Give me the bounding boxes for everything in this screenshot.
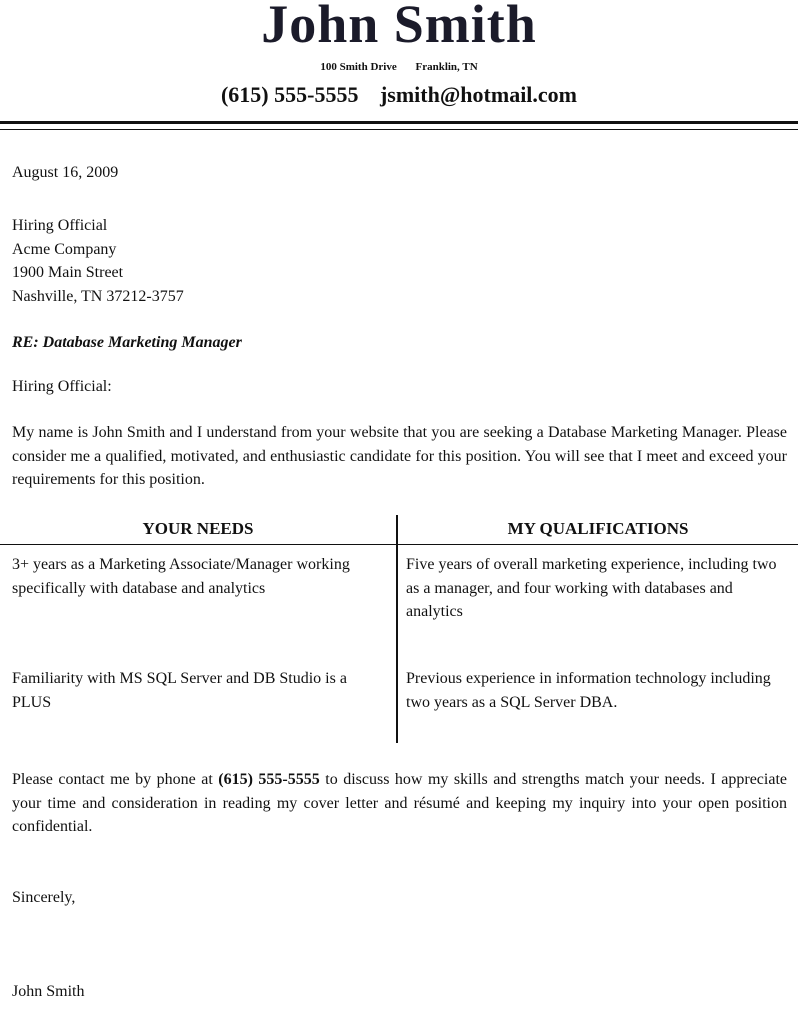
recipient-block (12, 214, 184, 308)
table-header-rule (0, 544, 798, 545)
salutation: Hiring Official: (12, 378, 112, 395)
header-divider-thick (0, 121, 798, 124)
closing-phone: (615) 555-5555 (218, 771, 320, 788)
recipient-line: Acme Company (12, 240, 117, 258)
needs-column-header: YOUR NEEDS (142, 519, 254, 538)
qualifications-column-header: MY QUALIFICATIONS (507, 519, 689, 538)
applicant-name: John Smith (261, 0, 537, 54)
contact-line (0, 82, 798, 108)
closing-text-end: to discuss how my skills and strengths match your needs. I appreciate your time and consideration in reading my cover letter and résumé and keeping my inquiry into your open position confidential. (12, 771, 787, 835)
phone-number: (615) 555-5555 (220, 82, 359, 107)
need-cell: 3+ years as a Marketing Associate/Manager working specifically with database and analytics (12, 556, 350, 597)
closing-text-start: Please contact me by phone at (12, 771, 219, 788)
intro-paragraph: My name is John Smith and I understand from your website that you are seeking a Database Marketing Manager. Please consider me a qualified, motivated, and enthusiastic candidate for this position. You will see that I meet and exceed your requirements for this position. (12, 424, 787, 488)
email-address: jsmith@hotmail.com (379, 82, 578, 107)
table-column-divider (396, 515, 398, 743)
city-state: Franklin, TN (415, 61, 478, 73)
letter-date: August 16, 2009 (12, 164, 119, 181)
signature-name: John Smith (12, 983, 85, 1000)
subject-line: RE: Database Marketing Manager (12, 334, 242, 351)
closing-paragraph (12, 768, 787, 839)
qualification-cell: Previous experience in information technology including two years as a SQL Server DBA. (406, 670, 771, 711)
signoff: Sincerely, (12, 889, 76, 906)
recipient-line: Nashville, TN 37212-3757 (12, 287, 184, 305)
need-cell: Familiarity with MS SQL Server and DB Studio is a PLUS (12, 670, 347, 711)
street-address: 100 Smith Drive (320, 61, 397, 73)
header-divider-thin (0, 129, 798, 130)
address-line (0, 60, 798, 74)
qualification-cell: Five years of overall marketing experience, including two as a manager, and four working with databases and analytics (406, 556, 777, 620)
recipient-line: 1900 Main Street (12, 264, 124, 281)
recipient-line: Hiring Official (12, 217, 108, 234)
